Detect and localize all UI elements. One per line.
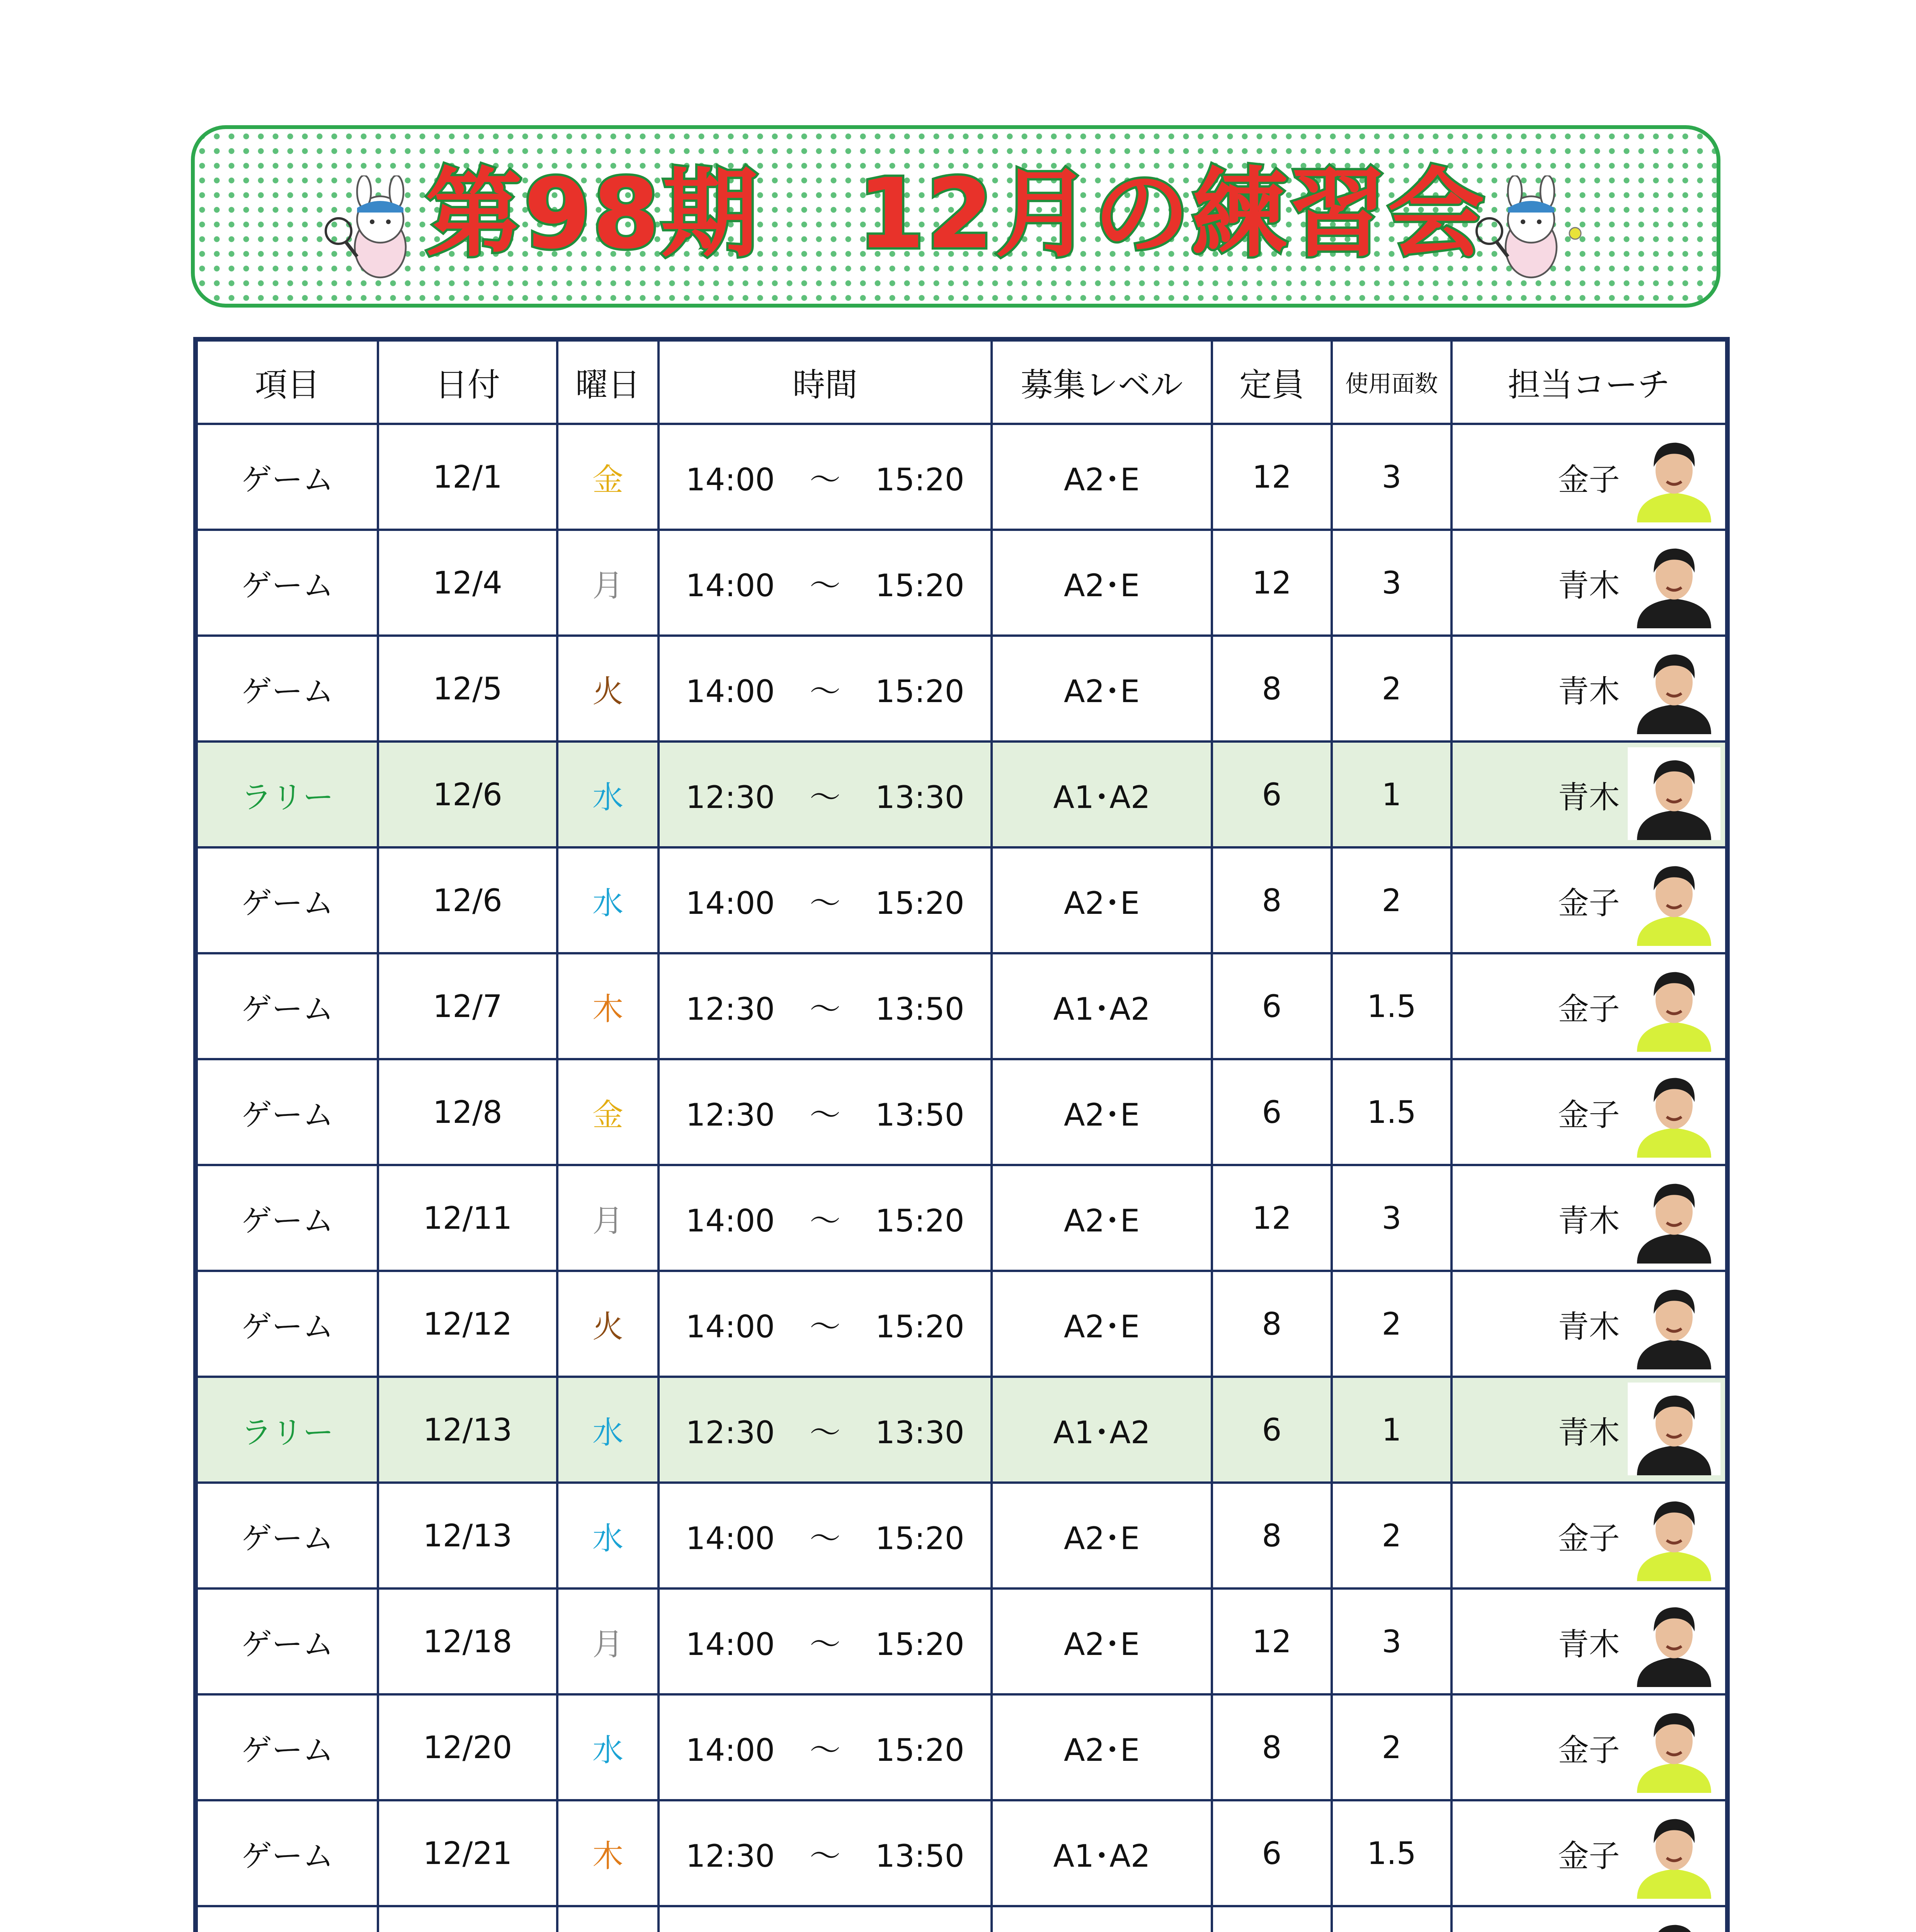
level-cell: A1･A2 [992,953,1212,1059]
end-time: 15:20 [875,461,965,498]
table-row [196,953,1727,1059]
item-cell: ゲーム [196,424,378,530]
coach-name: 青木 [1558,1308,1620,1345]
date-cell: 12/12 [378,1271,557,1377]
time-separator: ～ [810,1520,841,1556]
capacity-cell: 8 [1212,1483,1332,1588]
start-time: 14:00 [686,1308,775,1345]
level-cell: A2･E [992,424,1212,530]
weekday-cell: 月 [557,1165,659,1271]
weekday-cell: 金 [557,1059,659,1165]
coach-name: 青木 [1558,567,1620,604]
coach-cell [1451,953,1727,1059]
mascot-illustration [1473,175,1589,291]
coach-cell [1451,1271,1727,1377]
time-cell [659,1165,992,1271]
level-cell: A2･E [992,1694,1212,1800]
date-cell: 12/18 [378,1588,557,1694]
end-time: 13:50 [875,1097,965,1133]
coach-cell [1451,636,1727,742]
start-time: 14:00 [686,567,775,604]
level-cell: A2･E [992,530,1212,636]
start-time: 12:30 [686,991,775,1027]
start-time: 14:00 [686,885,775,921]
table-row [196,1483,1727,1588]
date-cell: 12/6 [378,847,557,953]
end-time: 13:50 [875,1838,965,1874]
time-separator: ～ [810,1732,841,1768]
coach-cell [1451,1165,1727,1271]
item-cell: ラリー [196,1377,378,1483]
time-separator: ～ [810,991,841,1027]
level-cell: A2･E [992,1588,1212,1694]
item-cell: ゲーム [196,1800,378,1906]
weekday-cell: 火 [557,1271,659,1377]
end-time: 13:30 [875,779,965,815]
level-cell: A1･A2 [992,1377,1212,1483]
table-row [196,742,1727,847]
weekday-cell: 木 [557,953,659,1059]
coach-photo [1628,641,1720,736]
table-row [196,530,1727,636]
time-cell [659,636,992,742]
item-cell: ゲーム [196,636,378,742]
time-separator: ～ [810,1838,841,1874]
item-cell: ゲーム [196,1588,378,1694]
start-time: 12:30 [686,1838,775,1874]
item-cell [196,1906,378,1932]
date-cell: 12/5 [378,636,557,742]
coach-photo [1628,1912,1720,1932]
courts-cell: 2 [1332,636,1451,742]
weekday-cell: 月 [557,530,659,636]
end-time: 15:20 [875,1308,965,1345]
date-cell: 12/6 [378,742,557,847]
coach-name: 金子 [1558,1097,1620,1133]
coach-cell [1451,1059,1727,1165]
capacity-cell: 6 [1212,1377,1332,1483]
courts-cell: 2 [1332,847,1451,953]
weekday-cell: 水 [557,1694,659,1800]
coach-cell [1451,1588,1727,1694]
time-separator: ～ [810,461,841,498]
date-cell: 12/21 [378,1800,557,1906]
capacity-cell: 6 [1212,1059,1332,1165]
capacity-cell: 12 [1212,1165,1332,1271]
time-separator: ～ [810,1202,841,1239]
start-time: 14:00 [686,461,775,498]
weekday-cell: 水 [557,847,659,953]
time-cell [659,1271,992,1377]
start-time: 14:00 [686,1732,775,1768]
coach-name: 金子 [1558,991,1620,1027]
time-cell [659,1588,992,1694]
end-time: 13:50 [875,991,965,1027]
column-header-courts: 使用面数 [1332,339,1451,424]
capacity-cell: 6 [1212,1800,1332,1906]
end-time: 15:20 [875,1202,965,1239]
date-cell: 12/8 [378,1059,557,1165]
coach-photo [1628,1806,1720,1900]
item-cell: ゲーム [196,530,378,636]
table-header-row [196,339,1727,424]
table-row [196,847,1727,953]
weekday-cell: 水 [557,1483,659,1588]
coach-cell [1451,530,1727,636]
coach-cell [1451,1483,1727,1588]
time-cell [659,1694,992,1800]
courts-cell: 3 [1332,530,1451,636]
end-time: 15:20 [875,1732,965,1768]
level-cell: A2･E [992,1271,1212,1377]
time-separator: ～ [810,779,841,815]
item-cell: ゲーム [196,953,378,1059]
time-cell [659,953,992,1059]
end-time: 15:20 [875,885,965,921]
capacity-cell: 6 [1212,742,1332,847]
start-time: 14:00 [686,1202,775,1239]
weekday-cell: 水 [557,742,659,847]
level-cell: A1･A2 [992,1800,1212,1906]
coach-name: 金子 [1558,885,1620,921]
weekday-cell: 水 [557,1377,659,1483]
start-time: 14:00 [686,1520,775,1556]
column-header-coach: 担当コーチ [1451,339,1727,424]
coach-photo [1628,959,1720,1053]
date-cell: 12/13 [378,1483,557,1588]
table-row [196,1588,1727,1694]
courts-cell: 3 [1332,1165,1451,1271]
item-cell: ゲーム [196,1165,378,1271]
weekday-cell: 火 [557,636,659,742]
capacity-cell: 8 [1212,847,1332,953]
start-time: 12:30 [686,1414,775,1451]
time-cell [659,1377,992,1483]
time-cell [659,424,992,530]
table-row [196,1906,1727,1932]
table-row [196,424,1727,530]
coach-name: 青木 [1558,1202,1620,1239]
time-cell [659,1800,992,1906]
time-separator: ～ [810,1626,841,1662]
coach-name: 金子 [1558,1520,1620,1556]
column-header-date: 日付 [378,339,557,424]
item-cell: ラリー [196,742,378,847]
courts-cell: 3 [1332,424,1451,530]
level-cell [992,1906,1212,1932]
date-cell: 12/1 [378,424,557,530]
coach-photo [1628,1383,1720,1477]
level-cell: A2･E [992,1165,1212,1271]
time-cell [659,1906,992,1932]
coach-cell [1451,1694,1727,1800]
coach-photo [1628,1488,1720,1583]
table-row [196,1059,1727,1165]
date-cell [378,1906,557,1932]
item-cell: ゲーム [196,1059,378,1165]
coach-name: 金子 [1558,1732,1620,1768]
coach-cell [1451,742,1727,847]
time-separator: ～ [810,1097,841,1133]
time-separator: ～ [810,1308,841,1345]
title-banner [191,125,1720,308]
start-time: 14:00 [686,673,775,709]
coach-cell [1451,424,1727,530]
column-header-time: 時間 [659,339,992,424]
coach-name: 青木 [1558,1414,1620,1451]
courts-cell: 1.5 [1332,1800,1451,1906]
table-row [196,1271,1727,1377]
courts-cell: 1.5 [1332,953,1451,1059]
coach-photo [1628,1171,1720,1265]
item-cell: ゲーム [196,847,378,953]
coach-name: 青木 [1558,779,1620,815]
coach-photo [1628,747,1720,842]
coach-name: 金子 [1558,461,1620,498]
coach-cell [1451,1800,1727,1906]
weekday-cell: 金 [557,424,659,530]
time-cell [659,1059,992,1165]
end-time: 15:20 [875,1520,965,1556]
coach-photo [1628,1277,1720,1371]
capacity-cell: 12 [1212,424,1332,530]
coach-name: 青木 [1558,673,1620,709]
schedule-table [193,337,1730,1932]
capacity-cell [1212,1906,1332,1932]
capacity-cell: 6 [1212,953,1332,1059]
table-row [196,1800,1727,1906]
weekday-cell: 月 [557,1588,659,1694]
date-cell: 12/20 [378,1694,557,1800]
column-header-item: 項目 [196,339,378,424]
coach-photo [1628,1700,1720,1794]
table-row [196,1694,1727,1800]
level-cell: A2･E [992,636,1212,742]
item-cell: ゲーム [196,1694,378,1800]
level-cell: A1･A2 [992,742,1212,847]
time-separator: ～ [810,1414,841,1451]
time-separator: ～ [810,567,841,604]
courts-cell: 2 [1332,1271,1451,1377]
time-cell [659,1483,992,1588]
coach-name: 青木 [1558,1626,1620,1662]
page-title: 第98期 12月の練習会 [425,158,1486,270]
coach-photo [1628,536,1720,630]
capacity-cell: 12 [1212,530,1332,636]
end-time: 15:20 [875,673,965,709]
coach-name: 金子 [1558,1838,1620,1874]
item-cell: ゲーム [196,1483,378,1588]
coach-photo [1628,430,1720,524]
time-separator: ～ [810,673,841,709]
date-cell: 12/4 [378,530,557,636]
column-header-weekday: 曜日 [557,339,659,424]
column-header-capacity: 定員 [1212,339,1332,424]
time-cell [659,530,992,636]
courts-cell: 3 [1332,1588,1451,1694]
weekday-cell: 木 [557,1800,659,1906]
end-time: 13:30 [875,1414,965,1451]
capacity-cell: 8 [1212,1694,1332,1800]
courts-cell: 1 [1332,742,1451,847]
coach-cell [1451,1906,1727,1932]
column-header-level: 募集レベル [992,339,1212,424]
courts-cell: 2 [1332,1694,1451,1800]
time-cell [659,742,992,847]
coach-photo [1628,1065,1720,1159]
capacity-cell: 8 [1212,636,1332,742]
end-time: 15:20 [875,567,965,604]
level-cell: A2･E [992,847,1212,953]
start-time: 14:00 [686,1626,775,1662]
start-time: 12:30 [686,1097,775,1133]
weekday-cell [557,1906,659,1932]
courts-cell: 1.5 [1332,1059,1451,1165]
level-cell: A2･E [992,1059,1212,1165]
capacity-cell: 12 [1212,1588,1332,1694]
capacity-cell: 8 [1212,1271,1332,1377]
time-separator: ～ [810,885,841,921]
coach-cell [1451,847,1727,953]
coach-photo [1628,1594,1720,1689]
date-cell: 12/7 [378,953,557,1059]
coach-cell [1451,1377,1727,1483]
end-time: 15:20 [875,1626,965,1662]
item-cell: ゲーム [196,1271,378,1377]
table-row [196,1165,1727,1271]
table-row [196,1377,1727,1483]
date-cell: 12/13 [378,1377,557,1483]
courts-cell [1332,1906,1451,1932]
start-time: 12:30 [686,779,775,815]
table-row [196,636,1727,742]
date-cell: 12/11 [378,1165,557,1271]
courts-cell: 2 [1332,1483,1451,1588]
time-cell [659,847,992,953]
coach-photo [1628,853,1720,947]
courts-cell: 1 [1332,1377,1451,1483]
level-cell: A2･E [992,1483,1212,1588]
